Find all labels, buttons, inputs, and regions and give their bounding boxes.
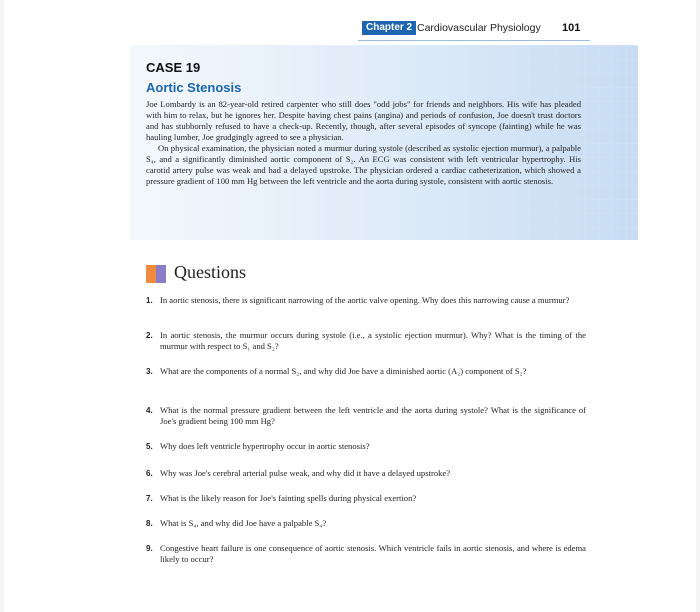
question-item xyxy=(146,330,586,352)
case-title: Aortic Stenosis xyxy=(146,80,242,95)
question-text: Why does left ventricle hypertrophy occur in aortic stenosis? xyxy=(160,441,370,451)
question-text: What is the normal pressure gradient between the left ventricle and the aorta during systole? What is the significance of Joe's gradient being 100 mm Hg? xyxy=(160,405,586,426)
question-item xyxy=(146,518,586,529)
page-number: 101 xyxy=(562,22,581,34)
question-item xyxy=(146,366,586,377)
question-number: 1. xyxy=(146,296,153,305)
purple-square-icon xyxy=(156,265,166,283)
header-divider xyxy=(358,40,590,41)
case-label: CASE 19 xyxy=(146,60,201,75)
case-paragraph: On physical examination, the physician noted a murmur during systole (described as systolic ejection murmur), a palpable S₄, and a significantly diminished aortic component of S₂. An ECG was consistent with left ventricular hypertrophy. His carotid artery pulse was weak and had a delayed upstroke. The physician ordered a cardiac catheterization, which showed a pressure gradient of 100 mm Hg between the left ventricle and the aorta during systole, consistent with aortic stenosis. xyxy=(146,143,581,186)
questions-title: Questions xyxy=(174,262,246,282)
chapter-subject: Cardiovascular Physiology xyxy=(417,22,541,34)
question-text: In aortic stenosis, there is significant narrowing of the aortic valve opening. Why does this narrowing cause a murmur? xyxy=(160,295,570,305)
question-number: 3. xyxy=(146,367,153,376)
question-item xyxy=(146,441,586,452)
question-number: 8. xyxy=(146,519,153,528)
question-text: What is the likely reason for Joe's fainting spells during physical exertion? xyxy=(160,493,417,503)
question-text: In aortic stenosis, the murmur occurs during systole (i.e., a systolic ejection murmur). Why? What is the timing of the murmur with respect to S₁ and S₂? xyxy=(160,330,586,351)
question-text: Why was Joe's cerebral arterial pulse weak, and why did it have a delayed upstroke? xyxy=(160,468,451,478)
question-number: 9. xyxy=(146,544,153,553)
question-number: 2. xyxy=(146,331,153,340)
question-text: Congestive heart failure is one consequence of aortic stenosis. Which ventricle fails in aortic stenosis, and where is edema likely to occur? xyxy=(160,543,586,564)
question-item xyxy=(146,543,586,565)
question-text: What is S₄, and why did Joe have a palpable S₄? xyxy=(160,518,327,528)
question-item xyxy=(146,295,586,306)
chapter-badge: Chapter 2 xyxy=(362,21,416,35)
question-item xyxy=(146,493,586,504)
question-text: What are the components of a normal S₂, and why did Joe have a diminished aortic (A₂) component of S₂? xyxy=(160,366,527,376)
question-number: 4. xyxy=(146,406,153,415)
running-header xyxy=(362,20,580,40)
question-item xyxy=(146,405,586,427)
question-number: 5. xyxy=(146,442,153,451)
case-paragraph: Joe Lombardy is an 82-year-old retired carpenter who still does "odd jobs" for friends and neighbors. His wife has pleaded with him to relax, but he ignores her. Despite having chest pains (angina) and periods of confusion, Joe doesn't trust doctors and has stubbornly refused to have a check-up. Recently, though, after several episodes of syncope (fainting) while he was hauling lumber, Joe grudgingly agreed to see a physician. xyxy=(146,99,581,142)
question-item xyxy=(146,468,586,479)
question-number: 6. xyxy=(146,469,153,478)
question-number: 7. xyxy=(146,494,153,503)
case-description xyxy=(146,99,581,187)
